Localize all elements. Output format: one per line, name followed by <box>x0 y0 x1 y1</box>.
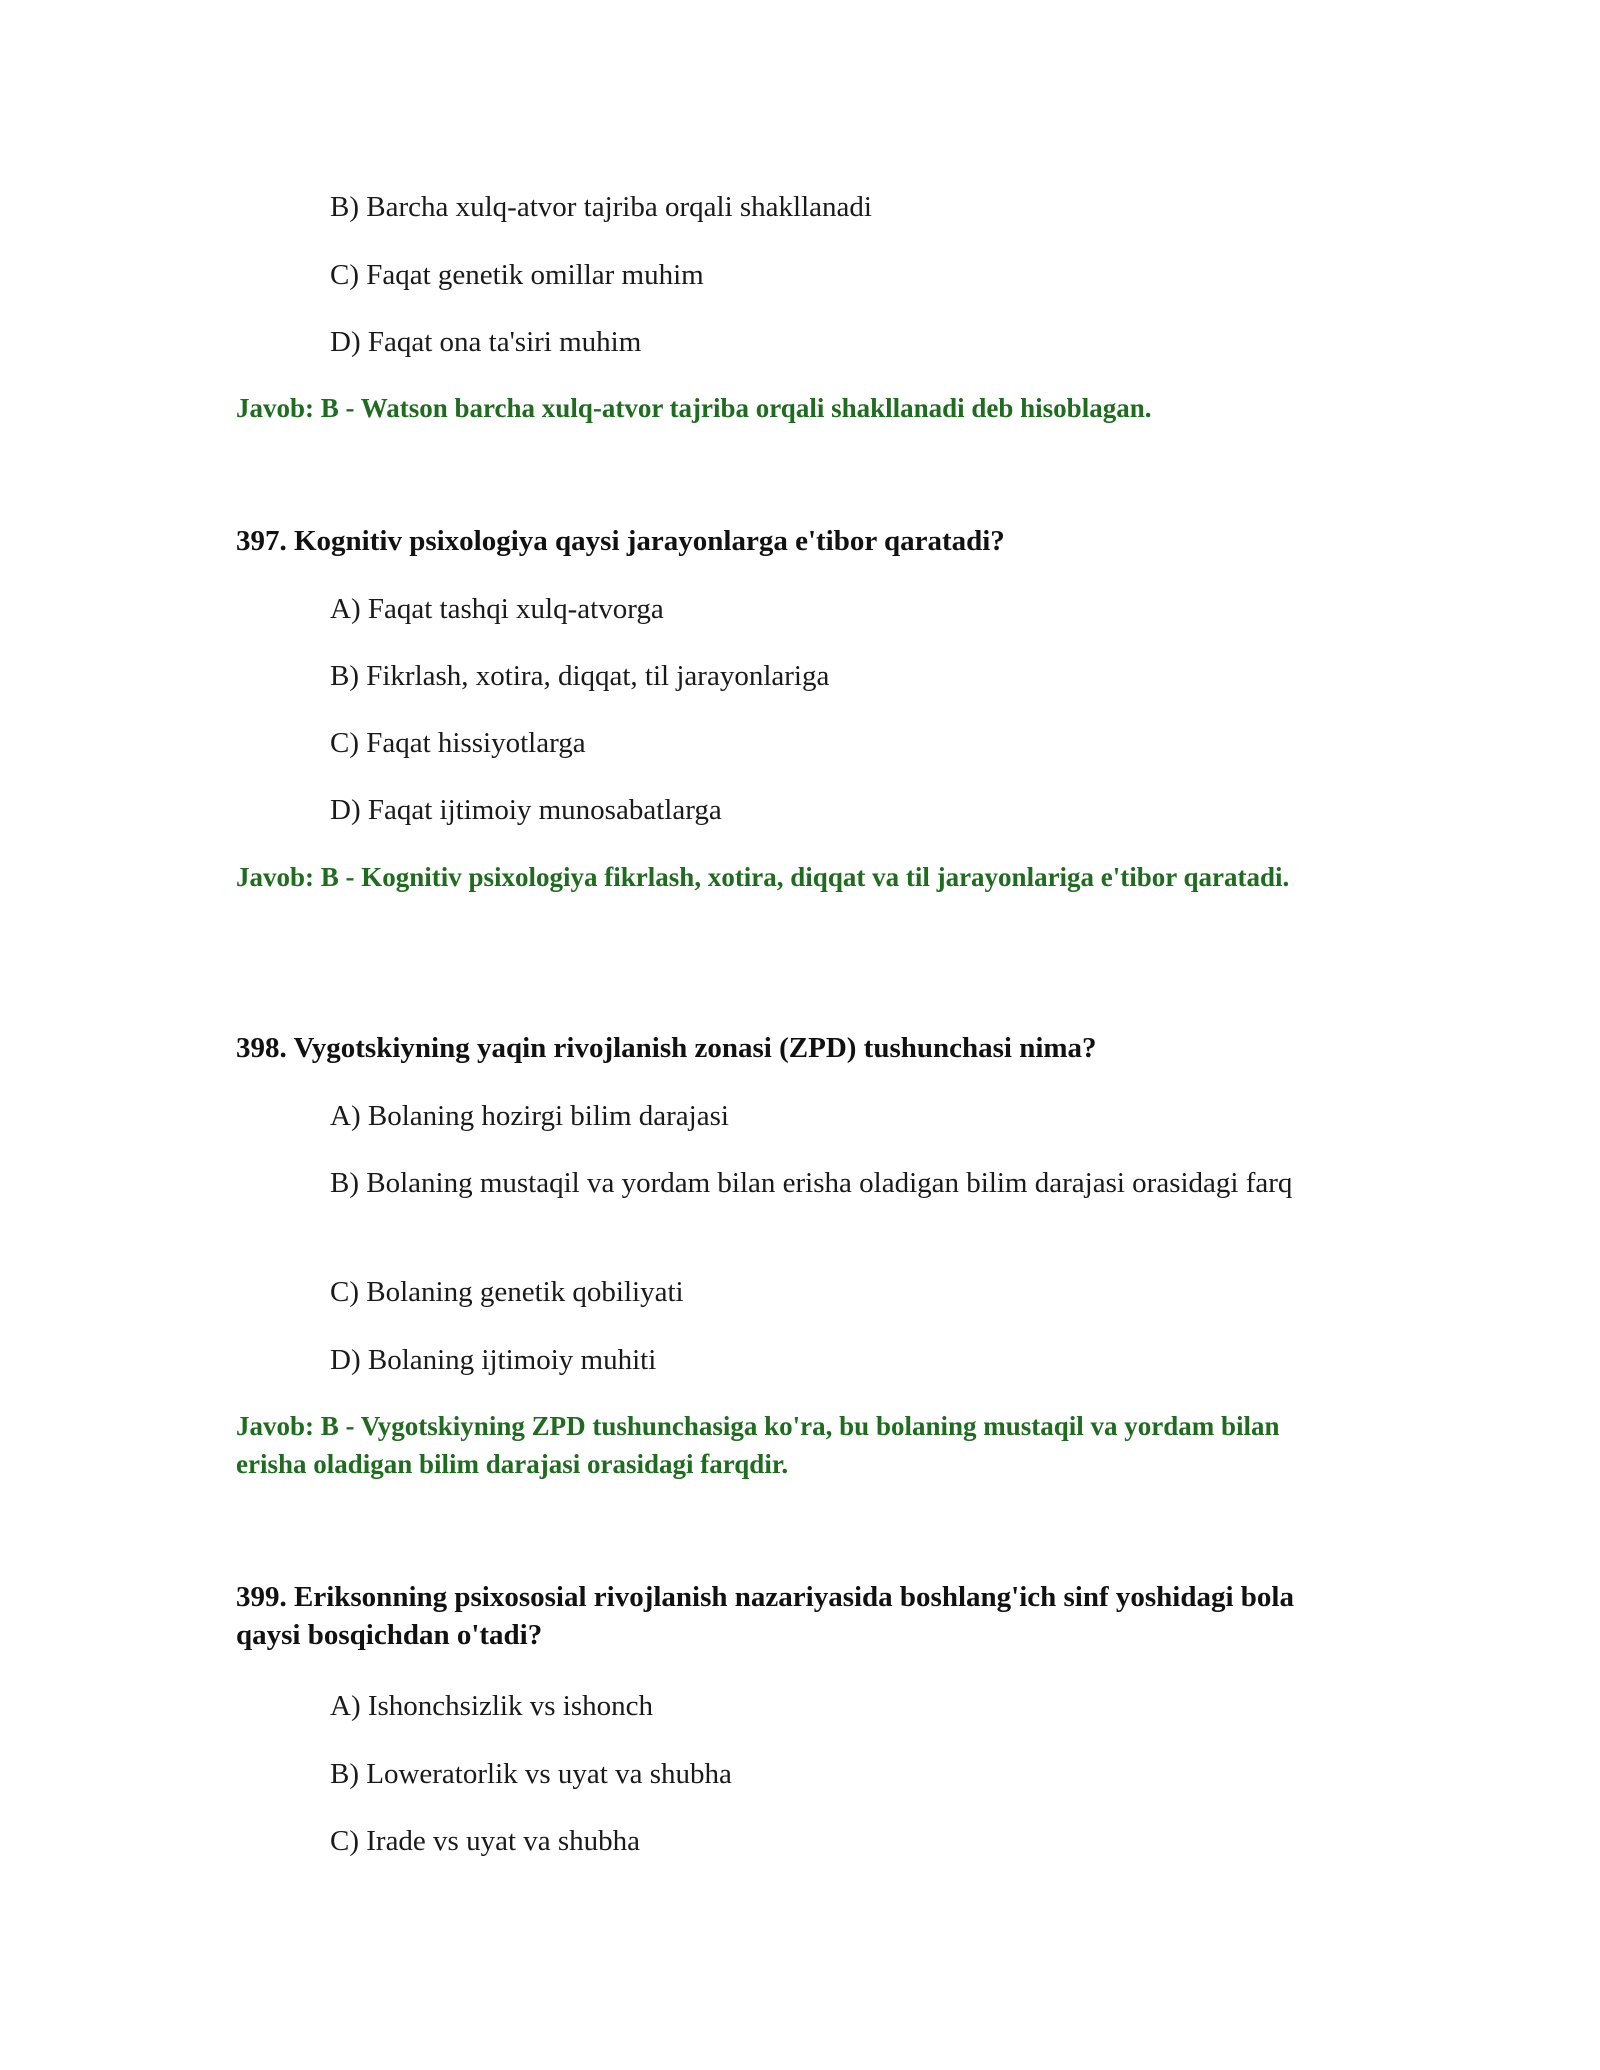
option-397-a: A) Faqat tashqi xulq-atvorga <box>330 593 664 625</box>
option-397-d: D) Faqat ijtimoiy munosabatlarga <box>330 794 722 826</box>
question-398: 398. Vygotskiyning yaqin rivojlanish zonasi (ZPD) tushunchasi nima? <box>236 1032 1097 1064</box>
option-398-b: B) Bolaning mustaqil va yordam bilan erisha oladigan bilim darajasi orasidagi farq <box>330 1167 1293 1199</box>
option-396-b: B) Barcha xulq-atvor tajriba orqali shakllanadi <box>330 191 872 223</box>
option-398-c: C) Bolaning genetik qobiliyati <box>330 1276 684 1308</box>
option-396-c: C) Faqat genetik omillar muhim <box>330 259 704 291</box>
option-396-d: D) Faqat ona ta'siri muhim <box>330 326 642 358</box>
question-399: 399. Eriksonning psixososial rivojlanish nazariyasida boshlang'ich sinf yoshidagi bola qaysi bosqichdan o'tadi? <box>236 1581 1294 1651</box>
option-397-c: C) Faqat hissiyotlarga <box>330 727 586 759</box>
option-398-a: A) Bolaning hozirgi bilim darajasi <box>330 1100 729 1132</box>
answer-398: Javob: B - Vygotskiyning ZPD tushunchasiga ko'ra, bu bolaning mustaqil va yordam bilan erisha oladigan bilim darajasi orasidagi farqdir. <box>236 1411 1280 1479</box>
answer-397: Javob: B - Kognitiv psixologiya fikrlash, xotira, diqqat va til jarayonlariga e'tibor qaratadi. <box>236 862 1290 892</box>
answer-396: Javob: B - Watson barcha xulq-atvor tajriba orqali shakllanadi deb hisoblagan. <box>236 393 1152 423</box>
option-397-b: B) Fikrlash, xotira, diqqat, til jarayonlariga <box>330 660 830 692</box>
option-399-c: C) Irade vs uyat va shubha <box>330 1825 641 1857</box>
option-398-d: D) Bolaning ijtimoiy muhiti <box>330 1344 657 1376</box>
question-397: 397. Kognitiv psixologiya qaysi jarayonlarga e'tibor qaratadi? <box>236 525 1005 557</box>
option-399-a: A) Ishonchsizlik vs ishonch <box>330 1690 653 1722</box>
option-399-b: B) Loweratorlik vs uyat va shubha <box>330 1758 732 1790</box>
